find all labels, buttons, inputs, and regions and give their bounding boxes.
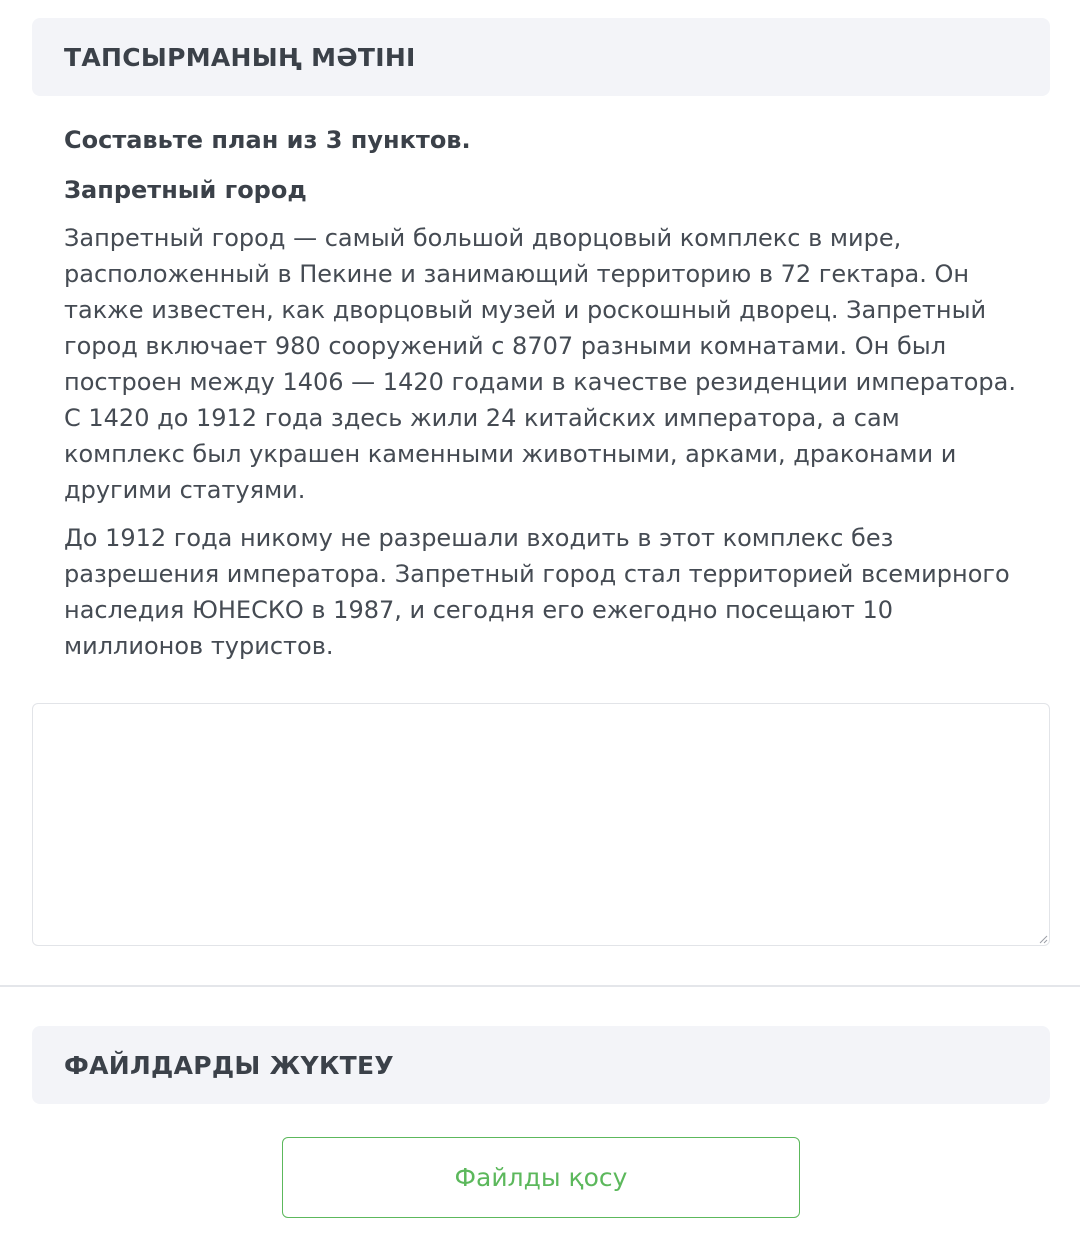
task-text-header: ТАПСЫРМАНЫҢ МӘТІНІ xyxy=(32,18,1050,96)
task-paragraph: До 1912 года никому не разрешали входить в этот комплекс без разрешения императора. Запретный город стал территорией всемирного наследия ЮНЕСКО в 1987, и сегодня его ежегодно посещают 10 миллионов туристов. xyxy=(64,524,1010,660)
resize-handle-icon[interactable] xyxy=(1038,934,1048,944)
task-paragraph: Запретный город — самый большой дворцовый комплекс в мире, расположенный в Пекине и занимающий территорию в 72 гектара. Он также известен, как дворцовый музей и роскошный дворец. Запретный город включает 980 сооружений с 8707 разными комнатами. Он был построен между 1406 — 1420 годами в качестве резиденции императора. С 1420 до 1912 года здесь жили 24 китайских императора, а сам комплекс был украшен каменными животными, арками, драконами и другими статуями. xyxy=(64,224,1016,504)
add-file-button[interactable]: Файлды қосу xyxy=(282,1137,800,1218)
task-instruction: Составьте план из 3 пунктов. xyxy=(64,126,471,154)
answer-textarea[interactable] xyxy=(32,703,1050,946)
task-subtitle: Запретный город xyxy=(64,176,307,204)
section-divider xyxy=(0,985,1080,987)
upload-files-header: ФАЙЛДАРДЫ ЖҮКТЕУ xyxy=(32,1026,1050,1104)
task-text-body xyxy=(64,118,1024,676)
